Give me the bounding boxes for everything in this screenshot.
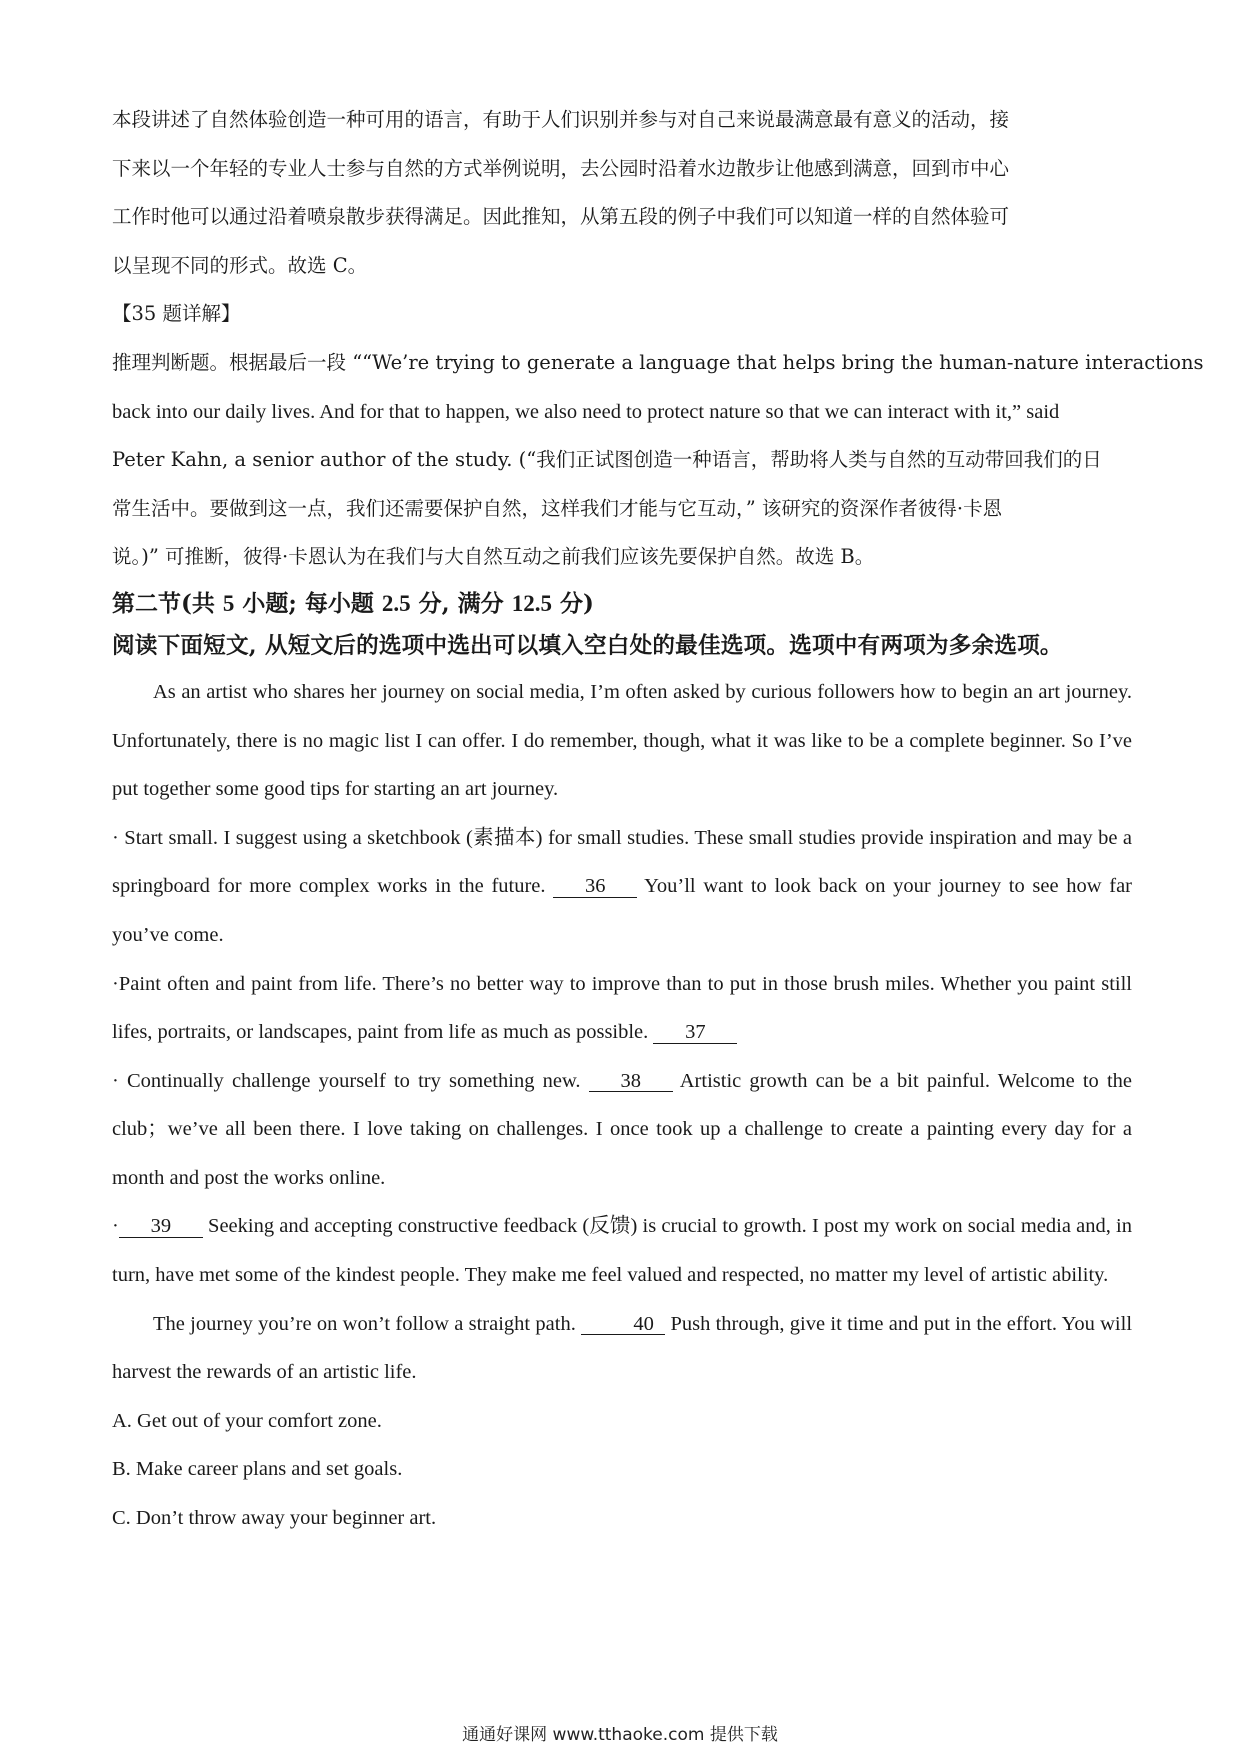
passage-closing bbox=[112, 1300, 1132, 1397]
tip-2-text: ·Paint often and paint from life. There’s no better way to improve than to put in those brush miles. Whether you paint still lifes, portraits, or landscapes, paint from life as much as possible. bbox=[112, 972, 1132, 1044]
page-footer: 通通好课网 www.tthaoke.com 提供下载 bbox=[462, 1725, 778, 1745]
answer-blank-36: 36 bbox=[553, 876, 637, 898]
analysis-35-line-4: 常生活中。要做到这一点，我们还需要保护自然，这样我们才能与它互动，” 该研究的资深作者彼得·卡恩 bbox=[112, 496, 1003, 520]
tip-4-text-after: Seeking and accepting constructive feedback (反馈) is crucial to growth. I post my work on social media and, in turn, have met some of the kindest people. They make me feel valued and respected, no matter my level of artistic ability. bbox=[112, 1215, 1133, 1287]
passage-tip-3 bbox=[112, 1057, 1132, 1203]
section-2-instruction: 阅读下面短文, 从短文后的选项中选出可以填入空白处的最佳选项。选项中有两项为多余选项。 bbox=[112, 632, 1063, 659]
tip-3-text-after: Artistic growth can be a bit painful. Welcome to the club；we’ve all been there. I love taking on challenges. I once took up a challenge to create a painting every day for a month and post the works online. bbox=[112, 1069, 1133, 1189]
passage-tip-1 bbox=[112, 814, 1132, 960]
tip-3-text: · Continually challenge yourself to try something new. bbox=[112, 1069, 581, 1092]
analysis-35-line-2: back into our daily lives. And for that to happen, we also need to protect nature so that we can interact with it,” said bbox=[112, 400, 1060, 423]
analysis-35-heading: 【35 题详解】 bbox=[112, 302, 241, 326]
analysis-34-line-1: 本段讲述了自然体验创造一种可用的语言，有助于人们识别并参与对自己来说最满意最有意义的活动，接 bbox=[112, 108, 1010, 131]
option-b: B. Make career plans and set goals. bbox=[112, 1458, 403, 1481]
passage-tip-4 bbox=[112, 1202, 1132, 1299]
analysis-34-line-2: 下来以一个年轻的专业人士参与自然的方式举例说明，去公园时沿着水边散步让他感到满意，回到市中心 bbox=[112, 156, 1010, 180]
analysis-35-line-5: 说。)” 可推断，彼得·卡恩认为在我们与大自然互动之前我们应该先要保护自然。故选 B。 bbox=[112, 545, 875, 569]
points-per-question: 2.5 bbox=[381, 590, 411, 616]
analysis-34-line-3: 工作时他可以通过沿着喷泉散步获得满足。因此推知，从第五段的例子中我们可以知道一样的自然体验可 bbox=[112, 205, 1010, 229]
answer-options bbox=[112, 1397, 1132, 1543]
analysis-35-block bbox=[112, 339, 1204, 582]
closing-text-after: Push through, give it time and put in the effort. You will harvest the rewards of an artistic life. bbox=[112, 1312, 1133, 1384]
answer-blank-37: 37 bbox=[653, 1022, 737, 1044]
option-a: A. Get out of your comfort zone. bbox=[112, 1409, 382, 1432]
question-count: 5 bbox=[222, 590, 235, 616]
analysis-35-line-3: Peter Kahn, a senior author of the study. (“我们正试图创造一种语言，帮助将人类与自然的互动带回我们的日 bbox=[112, 448, 1102, 472]
section-title-part-d: 分) bbox=[551, 589, 594, 617]
document-body bbox=[112, 96, 1204, 1543]
answer-blank-38: 38 bbox=[589, 1071, 673, 1093]
closing-text: The journey you’re on won’t follow a straight path. bbox=[153, 1312, 576, 1335]
analysis-34-line-4: 以呈现不同的形式。故选 C。 bbox=[112, 253, 368, 277]
analysis-35-line-1: 推理判断题。根据最后一段 ““We’re trying to generate a language that helps bring the human-nature interactions bbox=[112, 350, 1204, 374]
option-c: C. Don’t throw away your beginner art. bbox=[112, 1507, 437, 1530]
section-title-part-b: 小题; 每小题 bbox=[234, 589, 382, 617]
answer-blank-39: 39 bbox=[119, 1216, 203, 1238]
answer-blank-40: 40 bbox=[581, 1314, 665, 1336]
section-title-part-a: 第二节(共 bbox=[112, 589, 223, 617]
passage-intro: As an artist who shares her journey on social media, I’m often asked by curious followers how to begin an art journey. Unfortunately, there is no magic list I can offer. I do remember, though, what it was like to be a complete beginner. So I’ve put together some good tips for starting an art journey. bbox=[112, 680, 1132, 801]
analysis-34-block bbox=[112, 96, 1132, 290]
section-2-title bbox=[112, 582, 1132, 625]
tip-1-text: · Start small. I suggest using a sketchbook (素描本) for small studies. These small studies provide inspiration and may be a springboard for more complex works in the future. bbox=[112, 826, 1132, 898]
passage-tip-2 bbox=[112, 960, 1132, 1057]
section-title-part-c: 分, 满分 bbox=[410, 589, 512, 617]
reading-passage bbox=[112, 668, 1132, 1397]
tip-1-text-after: You’ll want to look back on your journey to see how far you’ve come. bbox=[112, 875, 1132, 946]
total-points: 12.5 bbox=[511, 590, 552, 616]
tip-4-bullet: · bbox=[112, 1215, 119, 1238]
